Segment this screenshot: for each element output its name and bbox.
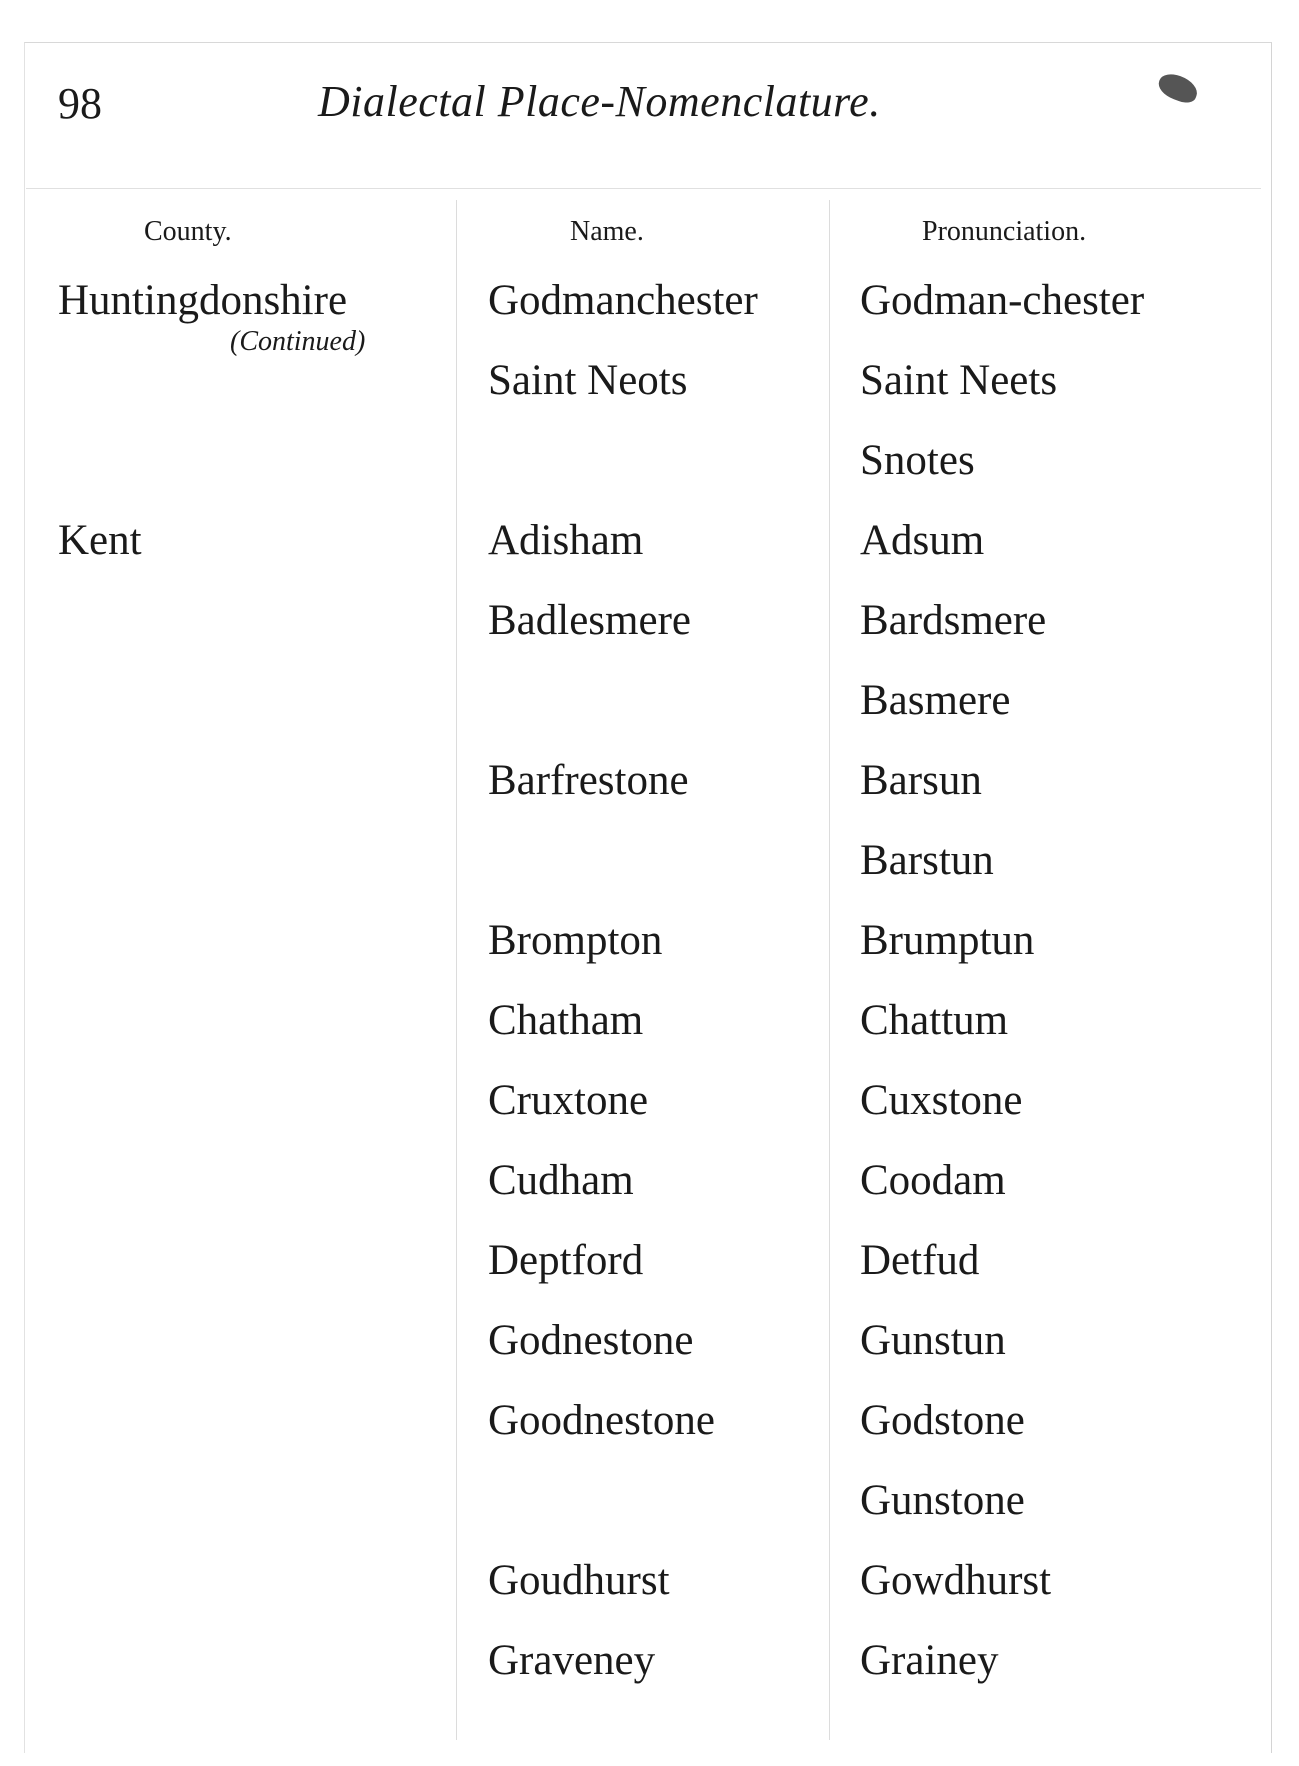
pronunciation-cell: Basmere [860, 677, 1011, 724]
header-rule [26, 188, 1261, 189]
pronunciation-cell: Barsun [860, 757, 982, 804]
pronunciation-cell: Adsum [860, 517, 985, 564]
pronunciation-cell: Chattum [860, 997, 1009, 1044]
pronunciation-cell: Gunstone [860, 1477, 1025, 1524]
name-cell: Godmanchester [488, 277, 758, 324]
name-cell: Badlesmere [488, 597, 691, 644]
pronunciation-cell: Godstone [860, 1397, 1025, 1444]
pronunciation-cell: Brumptun [860, 917, 1035, 964]
name-cell: Cudham [488, 1157, 634, 1204]
name-column-header: Name. [570, 216, 644, 247]
running-title: Dialectal Place-Nomenclature. [318, 77, 881, 126]
name-cell: Saint Neots [488, 357, 688, 404]
name-cell: Deptford [488, 1237, 644, 1284]
name-cell: Graveney [488, 1637, 656, 1684]
pronunciation-cell: Godman-chester [860, 277, 1145, 324]
pronunciation-cell: Detfud [860, 1237, 980, 1284]
pronunciation-cell: Gunstun [860, 1317, 1006, 1364]
county-cell: Huntingdonshire [58, 277, 348, 324]
county-column-header: County. [144, 216, 232, 247]
pronunciation-cell: Barstun [860, 837, 994, 884]
page-number: 98 [58, 79, 102, 128]
name-cell: Chatham [488, 997, 644, 1044]
pronunciation-cell: Cuxstone [860, 1077, 1023, 1124]
pronunciation-cell: Gowdhurst [860, 1557, 1052, 1604]
county-continued-note: (Continued) [230, 326, 366, 357]
name-cell: Godnestone [488, 1317, 694, 1364]
column-rule-2 [829, 200, 830, 1740]
pronunciation-column-header: Pronunciation. [922, 216, 1087, 247]
name-cell: Barfrestone [488, 757, 689, 804]
pronunciation-cell: Saint Neets [860, 357, 1058, 404]
county-cell: Kent [58, 517, 142, 564]
pronunciation-cell: Snotes [860, 437, 975, 484]
pronunciation-cell: Coodam [860, 1157, 1006, 1204]
pronunciation-cell: Grainey [860, 1637, 999, 1684]
name-cell: Adisham [488, 517, 644, 564]
column-rule-1 [456, 200, 457, 1740]
pronunciation-cell: Bardsmere [860, 597, 1047, 644]
name-cell: Brompton [488, 917, 663, 964]
name-cell: Goodnestone [488, 1397, 715, 1444]
name-cell: Cruxtone [488, 1077, 649, 1124]
name-cell: Goudhurst [488, 1557, 670, 1604]
